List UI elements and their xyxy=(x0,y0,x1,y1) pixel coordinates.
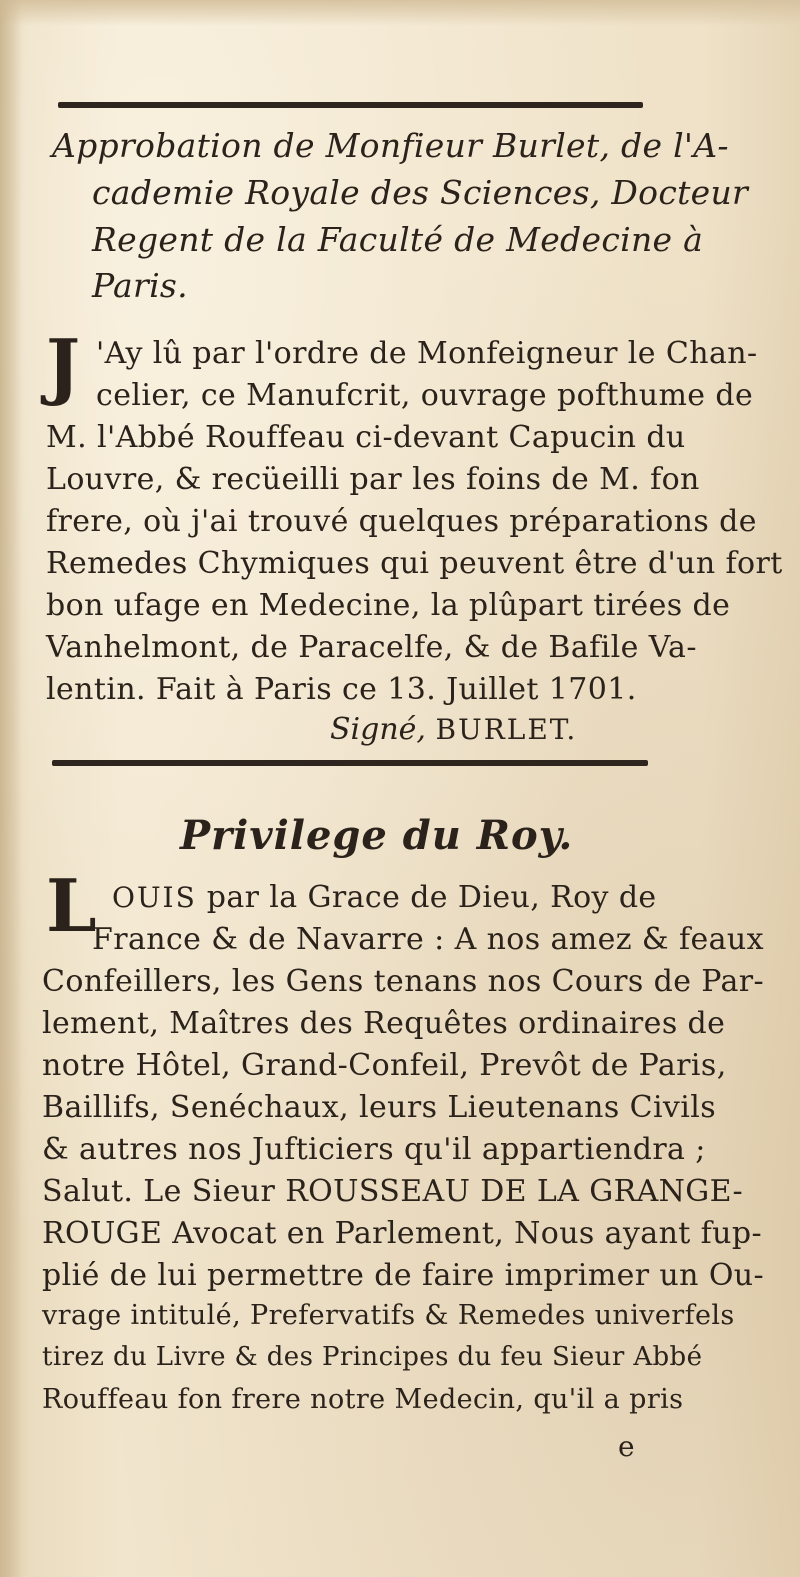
approbation-heading-line-1: Approbation de Monfieur Burlet, de l'A- xyxy=(52,126,729,165)
approbation-body-line-4: Louvre, & recüeilli par les foins de M. fon xyxy=(46,462,700,497)
middle-ornamental-rule xyxy=(52,760,648,766)
approbation-body-line-5: frere, où j'ai trouvé quelques préparations de xyxy=(46,504,757,539)
signature-name: BURLET. xyxy=(435,713,578,746)
approbation-body-line-9: lentin. Fait à Paris ce 13. Juillet 1701. xyxy=(46,672,637,707)
approbation-body-line-8: Vanhelmont, de Paracelfe, & de Bafile Va- xyxy=(46,630,697,665)
approbation-body-line-6: Remedes Chymiques qui peuvent être d'un fort xyxy=(46,546,783,581)
page-gutter-shadow xyxy=(0,0,22,1577)
privilege-line-6: Baillifs, Senéchaux, leurs Lieutenans Civils xyxy=(42,1090,717,1125)
approbation-body-line-2: celier, ce Manufcrit, ouvrage pofthume de xyxy=(96,378,754,413)
privilege-line-7: & autres nos Jufticiers qu'il appartiendra ; xyxy=(42,1132,706,1167)
privilege-line-5: notre Hôtel, Grand-Confeil, Prevôt de Paris, xyxy=(42,1048,727,1083)
privilege-line-8: Salut. Le Sieur ROUSSEAU DE LA GRANGE- xyxy=(42,1174,744,1209)
approbation-heading-line-2: cademie Royale des Sciences, Docteur xyxy=(92,173,749,212)
privilege-line-10: plié de lui permettre de faire imprimer un Ou- xyxy=(42,1258,765,1293)
privilege-title: Privilege du Roy. xyxy=(180,812,574,859)
top-ornamental-rule xyxy=(58,102,643,108)
privilege-line-12: tirez du Livre & des Principes du feu Sieur Abbé xyxy=(42,1342,703,1372)
signature-prefix: Signé, xyxy=(330,712,426,747)
approbation-body-line-1: 'Ay lû par l'ordre de Monfeigneur le Chan- xyxy=(96,336,758,371)
privilege-line-1 xyxy=(112,880,657,915)
privilege-line-2: France & de Navarre : A nos amez & feaux xyxy=(92,922,764,957)
privilege-line-1-rest: par la Grace de Dieu, Roy de xyxy=(206,880,657,915)
privilege-line-13: Rouffeau fon frere notre Medecin, qu'il a pris xyxy=(42,1384,684,1415)
privilege-line-4: lement, Maîtres des Requêtes ordinaires de xyxy=(42,1006,726,1041)
catchword: e xyxy=(618,1430,635,1463)
page-top-shadow xyxy=(0,0,800,26)
approbation-body-line-3: M. l'Abbé Rouffeau ci-devant Capucin du xyxy=(46,420,686,455)
privilege-first-word: OUIS xyxy=(112,881,197,914)
privilege-drop-cap: L xyxy=(46,863,97,948)
privilege-line-11: vrage intitulé, Prefervatifs & Remedes univerfels xyxy=(42,1300,735,1331)
approbation-heading-line-4: Paris. xyxy=(92,266,188,305)
privilege-line-9: ROUGE Avocat en Parlement, Nous ayant fup- xyxy=(42,1216,763,1251)
privilege-line-3: Confeillers, les Gens tenans nos Cours de Par- xyxy=(42,964,765,999)
approbation-body-line-7: bon ufage en Medecine, la plûpart tirées de xyxy=(46,588,731,623)
approbation-drop-cap: J xyxy=(46,323,81,408)
approbation-heading-line-3: Regent de la Faculté de Medecine à xyxy=(92,220,704,259)
approbation-signature xyxy=(330,712,577,747)
